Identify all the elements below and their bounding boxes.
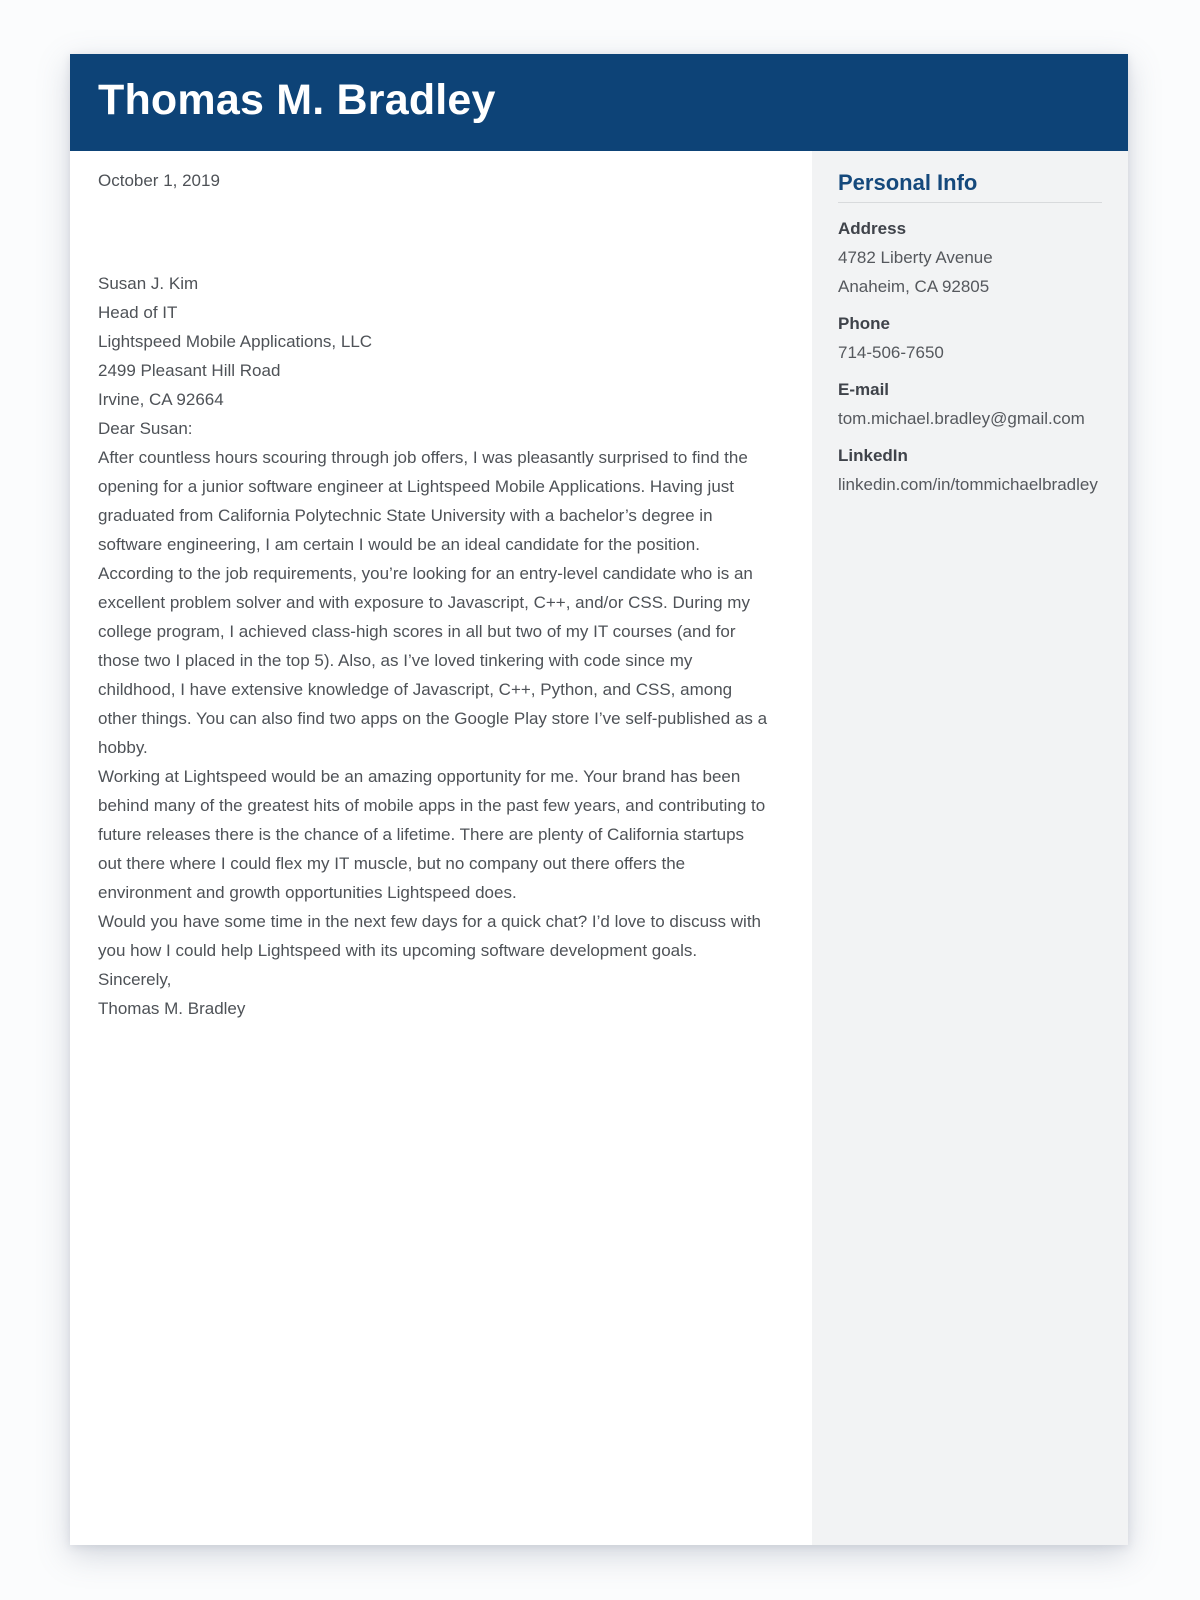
address-line: Anaheim, CA 92805 [838,277,990,296]
sidebar-section-phone [838,309,1102,367]
closing: Sincerely, [98,970,172,989]
letter-paragraph: Would you have some time in the next few days for a quick chat? I’d love to discuss with you how I could help Lightspeed with its upcoming software development goals. [98,912,762,960]
letter-content [70,151,812,1545]
letter-header-bar [70,54,1128,151]
phone-value: 714-506-7650 [838,343,944,362]
recipient-name: Susan J. Kim [98,274,199,293]
sidebar-title: Personal Info [838,170,978,195]
letter-paragraph: According to the job requirements, you’re looking for an entry-level candidate who is an excellent problem solver and with exposure to Javascript, C++, and/or CSS. During my college program, I achieved class-high scores in all but two of my IT courses (and for those two I placed in the top 5). Also, as I’ve loved tinkering with code since my childhood, I have extensive knowledge of Javascript, C++, Python, and CSS, among other things. You can also find two apps on the Google Play store I’ve self-published as a hobby. [98,564,768,757]
recipient-city: Irvine, CA 92664 [98,390,224,409]
letter-paragraph: Working at Lightspeed would be an amazing opportunity for me. Your brand has been behind many of the greatest hits of mobile apps in the past few years, and contributing to future releases there is the chance of a lifetime. There are plenty of California startups out there where I could flex my IT muscle, but no company out there offers the environment and growth opportunities Lightspeed does. [98,767,766,902]
address-line: 4782 Liberty Avenue [838,248,993,267]
sidebar-section-email [838,375,1102,433]
recipient-title: Head of IT [98,303,178,322]
letter-date: October 1, 2019 [98,171,220,190]
sidebar-section-address [838,214,1102,301]
email-label: E-mail [838,380,890,399]
address-label: Address [838,219,907,238]
recipient-company: Lightspeed Mobile Applications, LLC [98,332,373,351]
applicant-name: Thomas M. Bradley [98,76,496,124]
email-value: tom.michael.bradley@gmail.com [838,409,1085,428]
sidebar-section-linkedin [838,441,1102,499]
recipient-street: 2499 Pleasant Hill Road [98,361,281,380]
signature-name: Thomas M. Bradley [98,999,246,1018]
sidebar-divider [838,202,1102,203]
letter-paragraph: After countless hours scouring through job offers, I was pleasantly surprised to find the opening for a junior software engineer at Lightspeed Mobile Applications. Having just graduated from California Polytechnic State University with a bachelor’s degree in software engineering, I am certain I would be an ideal candidate for the position. [98,448,748,554]
linkedin-value: linkedin.com/in/tommichaelbradley [838,475,1098,494]
recipient-block [98,269,770,414]
personal-info-sidebar [812,151,1128,1545]
document-body [70,151,1128,1545]
phone-label: Phone [838,314,890,333]
linkedin-label: LinkedIn [838,446,908,465]
salutation: Dear Susan: [98,419,193,438]
document-page [70,54,1128,1545]
